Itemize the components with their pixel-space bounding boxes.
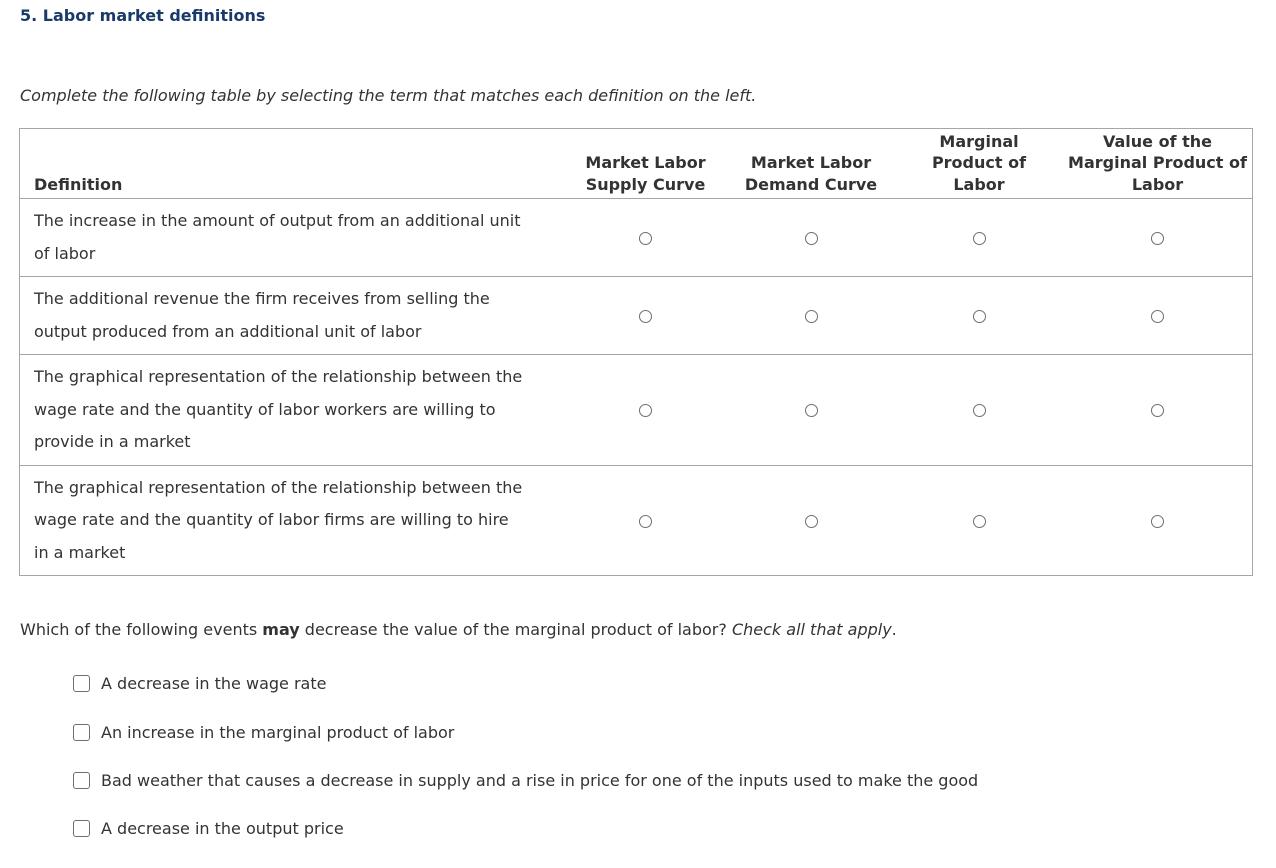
table-row bbox=[20, 355, 1253, 466]
radio-row1-supply-curve[interactable] bbox=[639, 232, 652, 245]
definitions-table bbox=[19, 128, 1253, 576]
radio-cell bbox=[564, 199, 727, 277]
header-line: Marginal Product of bbox=[1068, 153, 1247, 172]
radio-row4-demand-curve[interactable] bbox=[805, 515, 818, 528]
question-title: 5. Labor market definitions bbox=[20, 6, 266, 25]
radio-cell bbox=[727, 465, 895, 576]
definition-line: The increase in the amount of output from an additional unit bbox=[34, 211, 521, 230]
option-increase-marginal-product[interactable] bbox=[73, 723, 454, 742]
definition-line: in a market bbox=[34, 542, 126, 562]
header-line: Market Labor bbox=[585, 153, 706, 172]
definition-cell bbox=[20, 277, 565, 355]
definition-line: wage rate and the quantity of labor firms are willing to hire bbox=[34, 510, 509, 529]
definition-cell bbox=[20, 199, 565, 277]
radio-row3-supply-curve[interactable] bbox=[639, 404, 652, 417]
header-line: Marginal bbox=[939, 131, 1019, 151]
radio-row2-marginal-product[interactable] bbox=[973, 310, 986, 323]
question-text: decrease the value of the marginal product of labor? bbox=[299, 620, 732, 639]
header-line: Labor bbox=[1131, 174, 1184, 194]
table-header-row bbox=[20, 129, 1253, 199]
option-decrease-wage-rate[interactable] bbox=[73, 674, 326, 693]
radio-row1-marginal-product[interactable] bbox=[973, 232, 986, 245]
radio-cell bbox=[895, 277, 1063, 355]
radio-row3-demand-curve[interactable] bbox=[805, 404, 818, 417]
radio-row3-marginal-product[interactable] bbox=[973, 404, 986, 417]
radio-cell bbox=[895, 465, 1063, 576]
column-header-value-marginal-product bbox=[1063, 129, 1253, 199]
checkbox[interactable] bbox=[73, 724, 90, 741]
radio-cell bbox=[1063, 355, 1253, 466]
option-bad-weather[interactable] bbox=[73, 771, 978, 790]
radio-row4-marginal-product[interactable] bbox=[973, 515, 986, 528]
radio-cell bbox=[1063, 277, 1253, 355]
definition-line: The graphical representation of the relationship between the bbox=[34, 367, 523, 386]
checkbox[interactable] bbox=[73, 820, 90, 837]
radio-cell bbox=[564, 355, 727, 466]
radio-cell bbox=[727, 355, 895, 466]
option-label: A decrease in the output price bbox=[101, 819, 344, 838]
definition-line: The graphical representation of the relationship between the bbox=[34, 477, 523, 497]
definition-line: output produced from an additional unit of labor bbox=[34, 321, 422, 341]
question-instruction: Check all that apply bbox=[731, 620, 892, 639]
option-label: An increase in the marginal product of labor bbox=[101, 723, 455, 742]
radio-cell bbox=[1063, 199, 1253, 277]
header-line: Product of bbox=[931, 153, 1027, 172]
option-label: A decrease in the wage rate bbox=[101, 674, 327, 693]
checkbox-question bbox=[20, 620, 897, 639]
option-decrease-output-price[interactable] bbox=[73, 819, 344, 838]
radio-row1-demand-curve[interactable] bbox=[805, 232, 818, 245]
definition-cell bbox=[20, 465, 565, 576]
radio-cell bbox=[564, 465, 727, 576]
radio-cell bbox=[727, 277, 895, 355]
radio-cell bbox=[727, 199, 895, 277]
checkbox[interactable] bbox=[73, 772, 90, 789]
question-emphasis: may bbox=[262, 620, 300, 639]
radio-cell bbox=[1063, 465, 1253, 576]
radio-row2-demand-curve[interactable] bbox=[805, 310, 818, 323]
radio-cell bbox=[895, 199, 1063, 277]
table-row bbox=[20, 465, 1253, 576]
header-line: Supply Curve bbox=[585, 174, 706, 194]
checkbox[interactable] bbox=[73, 675, 90, 692]
table-row bbox=[20, 277, 1253, 355]
column-header-supply-curve bbox=[564, 129, 727, 199]
definition-line: The additional revenue the firm receives from selling the bbox=[34, 289, 490, 308]
table-row bbox=[20, 199, 1253, 277]
radio-row2-value-marginal-product[interactable] bbox=[1151, 310, 1164, 323]
header-line: Market Labor bbox=[750, 153, 872, 172]
radio-row4-supply-curve[interactable] bbox=[639, 515, 652, 528]
definition-line: of labor bbox=[34, 243, 96, 263]
radio-cell bbox=[895, 355, 1063, 466]
radio-row2-supply-curve[interactable] bbox=[639, 310, 652, 323]
radio-row4-value-marginal-product[interactable] bbox=[1151, 515, 1164, 528]
column-header-marginal-product bbox=[895, 129, 1063, 199]
header-line: Demand Curve bbox=[744, 174, 878, 194]
radio-cell bbox=[564, 277, 727, 355]
column-header-demand-curve bbox=[727, 129, 895, 199]
header-line: Value of the bbox=[1102, 131, 1212, 151]
definition-column-header: Definition bbox=[20, 129, 565, 199]
definition-line: wage rate and the quantity of labor workers are willing to bbox=[34, 399, 496, 419]
table-instructions: Complete the following table by selecting the term that matches each definition on the left. bbox=[20, 86, 757, 105]
definition-cell bbox=[20, 355, 565, 466]
radio-row3-value-marginal-product[interactable] bbox=[1151, 404, 1164, 417]
option-label: Bad weather that causes a decrease in supply and a rise in price for one of the inputs used to make the good bbox=[101, 771, 979, 790]
question-text: Which of the following events bbox=[20, 620, 263, 639]
question-text: . bbox=[891, 620, 897, 639]
header-line: Labor bbox=[953, 174, 1005, 194]
radio-row1-value-marginal-product[interactable] bbox=[1151, 232, 1164, 245]
definition-line: provide in a market bbox=[34, 432, 191, 451]
